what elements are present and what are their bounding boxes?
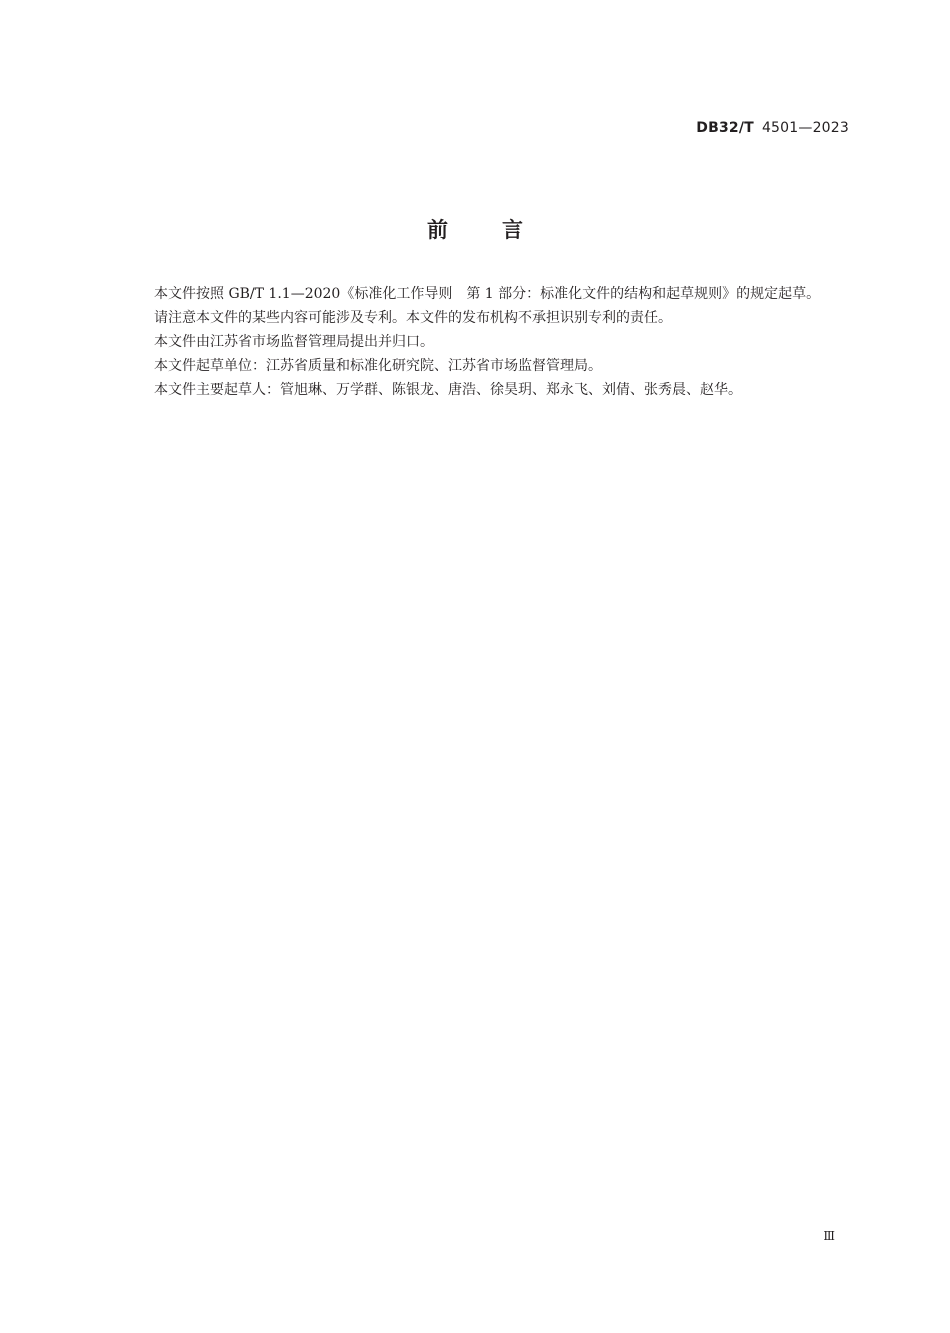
document-code [696,120,849,136]
document-code-number: 4501—2023 [761,120,849,136]
document-code-prefix: DB32/T [696,120,754,136]
paragraph-drafting-rules: 本文件按照 GB/T 1.1—2020《标准化工作导则 第 1 部分：标准化文件的结构和起草规则》的规定起草。 [154,286,821,302]
paragraph-patent-notice: 请注意本文件的某些内容可能涉及专利。本文件的发布机构不承担识别专利的责任。 [154,310,672,326]
section-title: 前言 [427,218,577,243]
page-number: Ⅲ [823,1229,835,1243]
paragraph-proposer: 本文件由江苏省市场监督管理局提出并归口。 [154,334,434,350]
foreword-body [111,282,851,402]
paragraph-drafting-units: 本文件起草单位：江苏省质量和标准化研究院、江苏省市场监督管理局。 [154,358,602,374]
paragraph-drafters: 本文件主要起草人：管旭琳、万学群、陈银龙、唐浩、徐昊玥、郑永飞、刘倩、张秀晨、赵华。 [154,382,742,398]
